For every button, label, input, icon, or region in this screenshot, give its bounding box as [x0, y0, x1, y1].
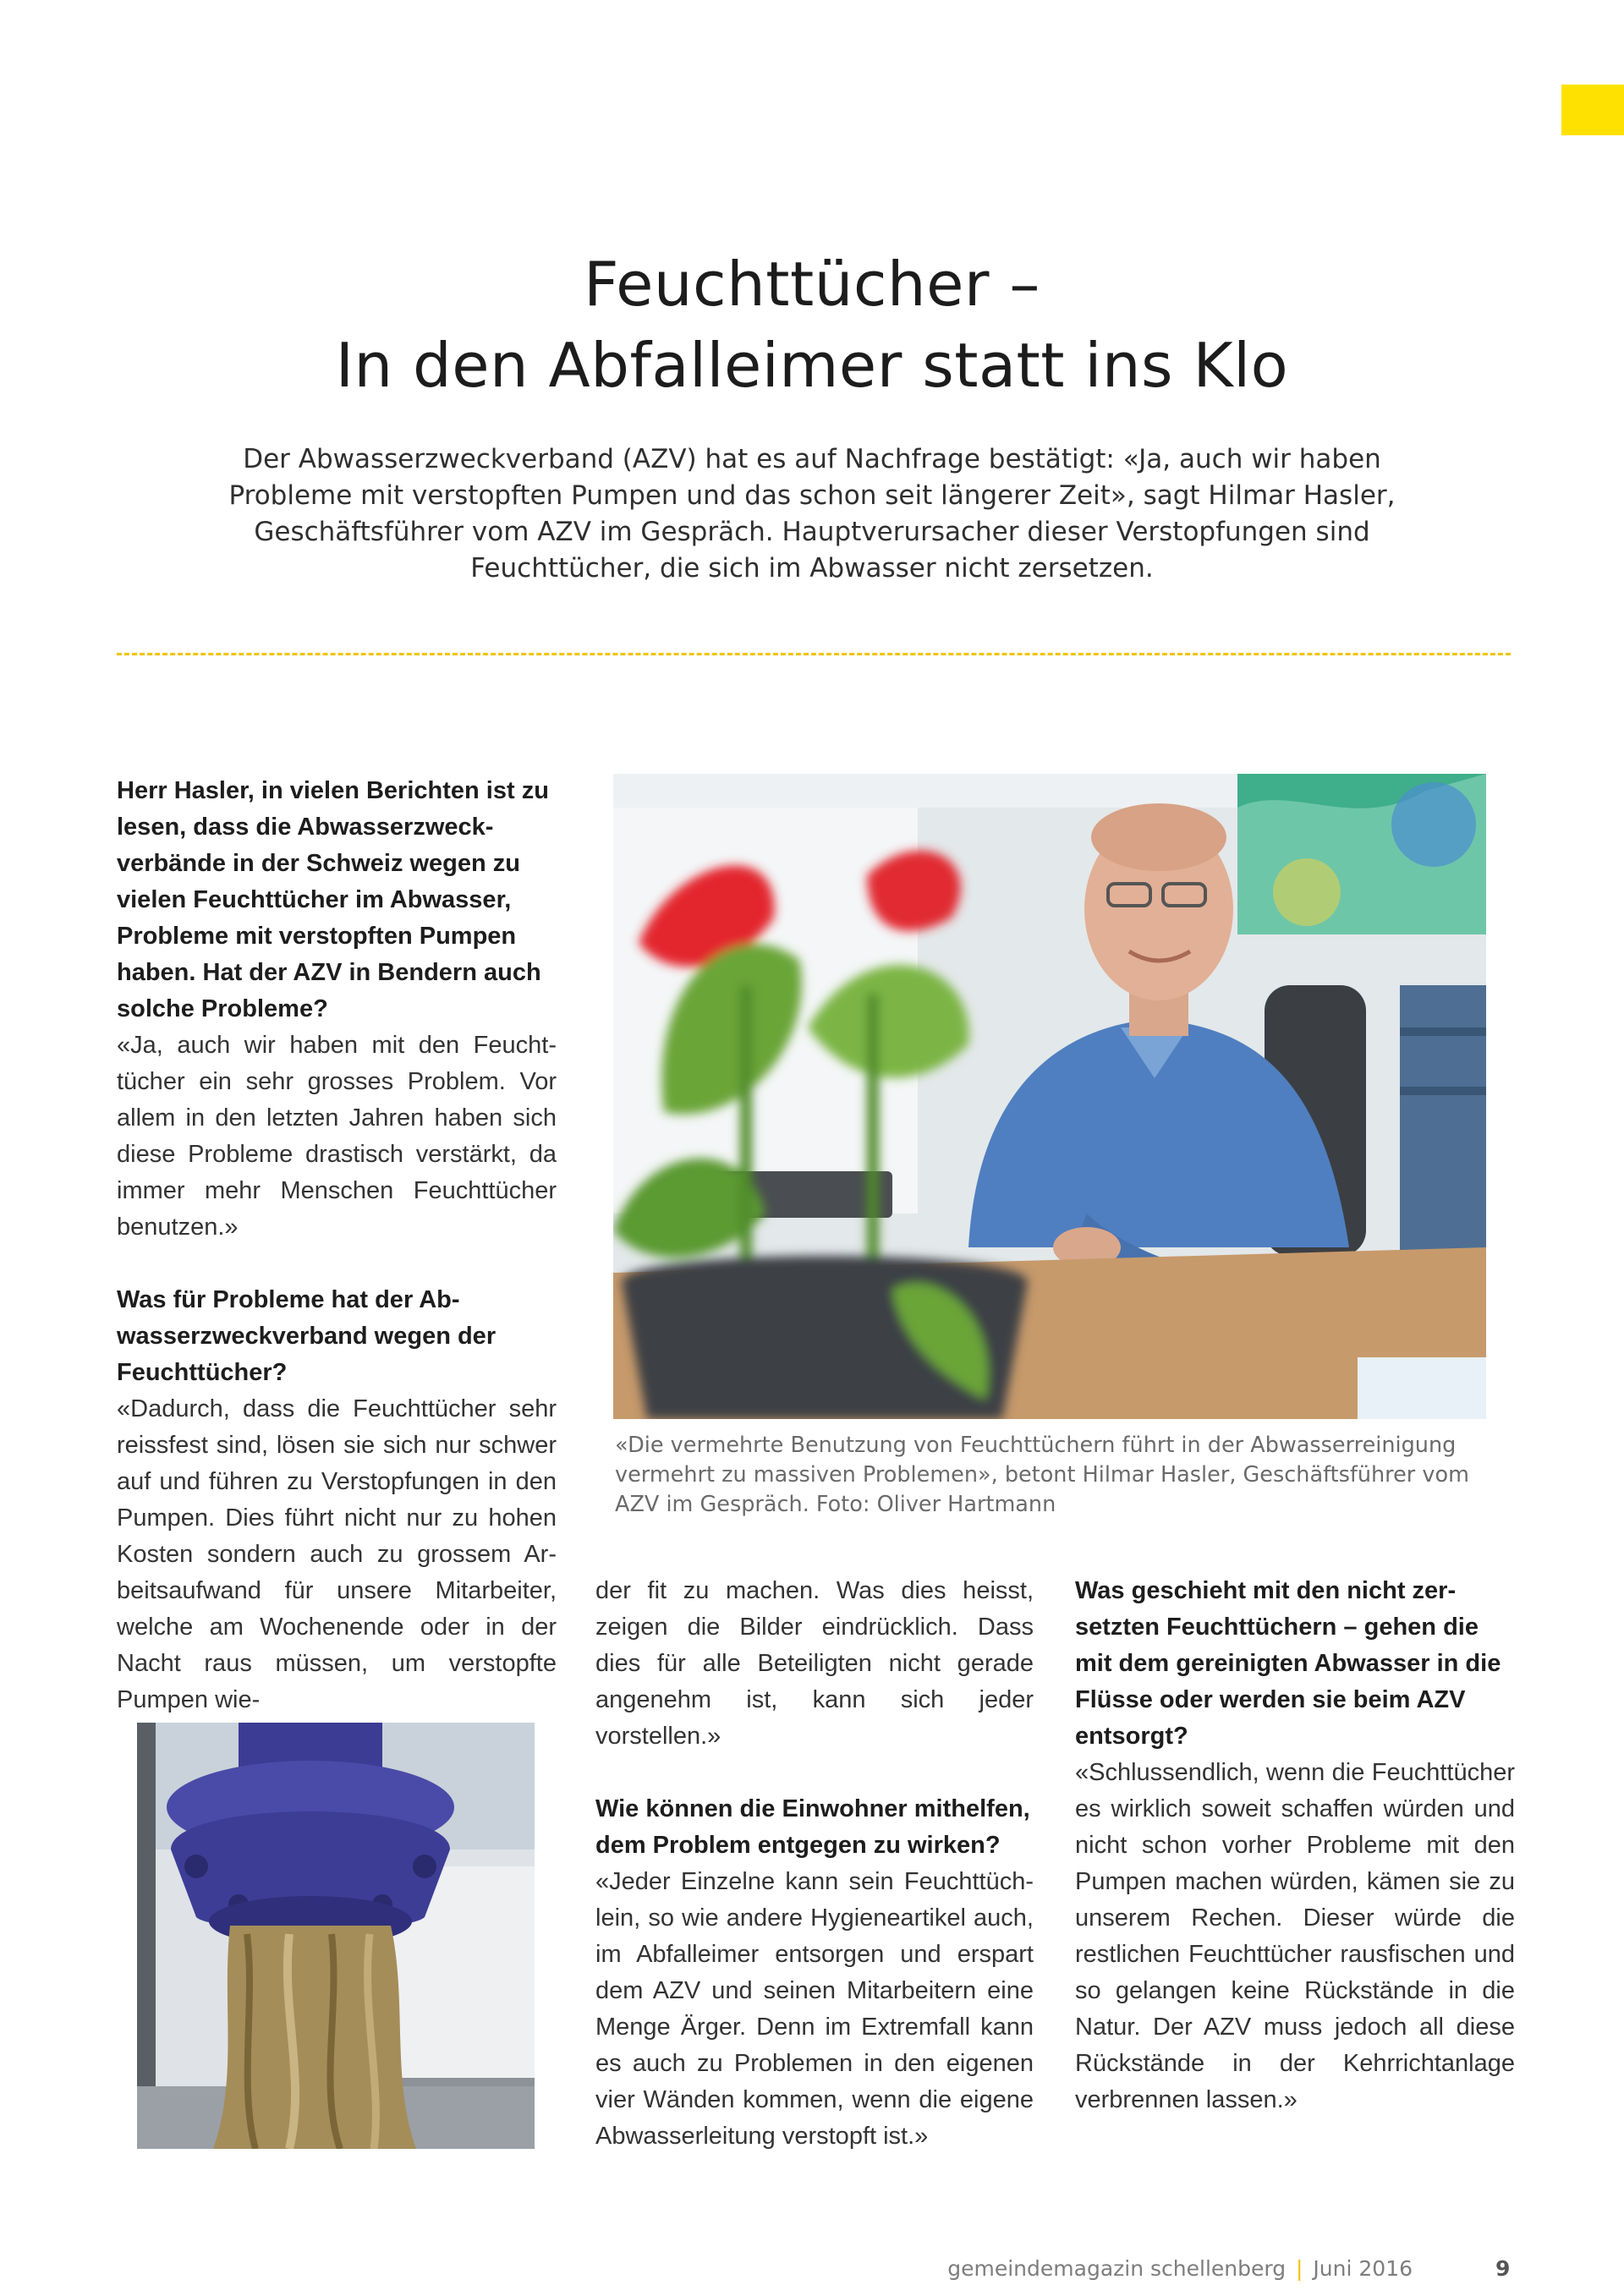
answer-1: «Ja, auch wir haben mit den Feuchttücher ein sehr grosses Problem. Vor allem in den letzten Jahren haben sich diese Probleme drastisch verstärkt, da immer mehr Menschen Feuchttücher benutzen.» [117, 1032, 557, 1241]
text-column-3 [1075, 1573, 1515, 2118]
answer-2-part-1: «Dadurch, dass die Feuchttücher sehr reissfest sind, lösen sie sich nur schwer auf und führen zu Verstopfungen in den Pumpen. Dies führt nicht nur zu hohen Kosten sondern auch zu grossem Arbeitsaufwand für unsere Mitarbeiter, welche am Wochenende oder in der Nacht raus müssen, um verstopfte Pumpen wie- [117, 1395, 557, 1713]
title-line-1: Feuchttücher – [584, 249, 1040, 320]
question-2: Was für Probleme hat der Abwasserzweckverband wegen der Feuchttücher? [117, 1286, 497, 1386]
dashed-divider [117, 653, 1511, 655]
footer-separator: | [1296, 2256, 1303, 2281]
text-column-2 [595, 1573, 1034, 2155]
article-lead: Der Abwasserzweckverband (AZV) hat es auf Nachfrage bestätigt: «Ja, auch wir haben Probleme mit verstopften Pumpen und das schon seit längerer Zeit», sagt Hilmar Hasler, Geschäftsführer vom AZV im Gespräch. Hauptverursacher dieser Verstopfungen sind Feuchttücher, die sich im Abwasser nicht zersetzen. [228, 444, 1396, 584]
answer-4: «Schlussendlich, wenn die Feuchttücher es wirklich soweit schaffen würden und nicht schon vorher Probleme mit den Pumpen machen würden, kämen sie zu unserem Rechen. Dieser würde die restlichen Feuchttücher rausfischen und so gelangen keine Rückstände in die Natur. Der AZV muss jedoch all diese Rückstände in der Kehrrichtanlage verbrennen lassen.» [1075, 1759, 1515, 2113]
photo-caption: «Die vermehrte Benutzung von Feuchttüchern führt in der Abwasserreinigung vermehrt zu massiven Problemen», betont Hilmar Hasler, Geschäftsführer vom AZV im Gespräch. Foto: Oliver Hartmann [615, 1433, 1469, 1517]
issue-date: Juni 2016 [1313, 2256, 1413, 2281]
question-4: Was geschieht mit den nicht zersetzten Feuchttüchern – gehen die mit dem gereinigten Abwasser in die Flüsse oder werden sie beim AZV entsorgt? [1075, 1577, 1501, 1750]
title-line-2: In den Abfalleimer statt ins Klo [335, 330, 1289, 401]
article-title [0, 244, 1624, 406]
question-1: Herr Hasler, in vielen Berichten ist zu lesen, dass die Abwasserzweckverbände in der Schweiz wegen zu vielen Feuchttücher im Abwasser, Probleme mit verstopften Pumpen haben. Hat der AZV in Bendern auch solche Probleme? [117, 777, 549, 1022]
text-column-1 [117, 773, 557, 1718]
portrait-photo [613, 774, 1486, 1419]
publication-name: gemeindemagazin schellenberg [947, 2256, 1287, 2281]
answer-3: «Jeder Einzelne kann sein Feuchttüchlein, so wie andere Hygieneartikel auch, im Abfalleimer entsorgen und erspart dem AZV und seinen Mitarbeitern eine Menge Ärger. Denn im Extremfall kann es auch zu Problemen in den eigenen vier Wänden kommen, wenn die eigene Abwasserleitung verstopft ist.» [595, 1868, 1034, 2150]
page-corner-tab [1561, 85, 1624, 135]
question-3: Wie können die Einwohner mithelfen, dem Problem entgegen zu wirken? [595, 1795, 1030, 1859]
clogged-pump-photo [137, 1723, 535, 2149]
answer-2-part-2: der fit zu machen. Was dies heisst, zeigen die Bilder eindrücklich. Dass dies für alle Beteiligten nicht gerade angenehm ist, kann sich jeder vorstellen.» [595, 1577, 1034, 1750]
page-number: 9 [1495, 2256, 1511, 2281]
page-footer [947, 2256, 1413, 2281]
